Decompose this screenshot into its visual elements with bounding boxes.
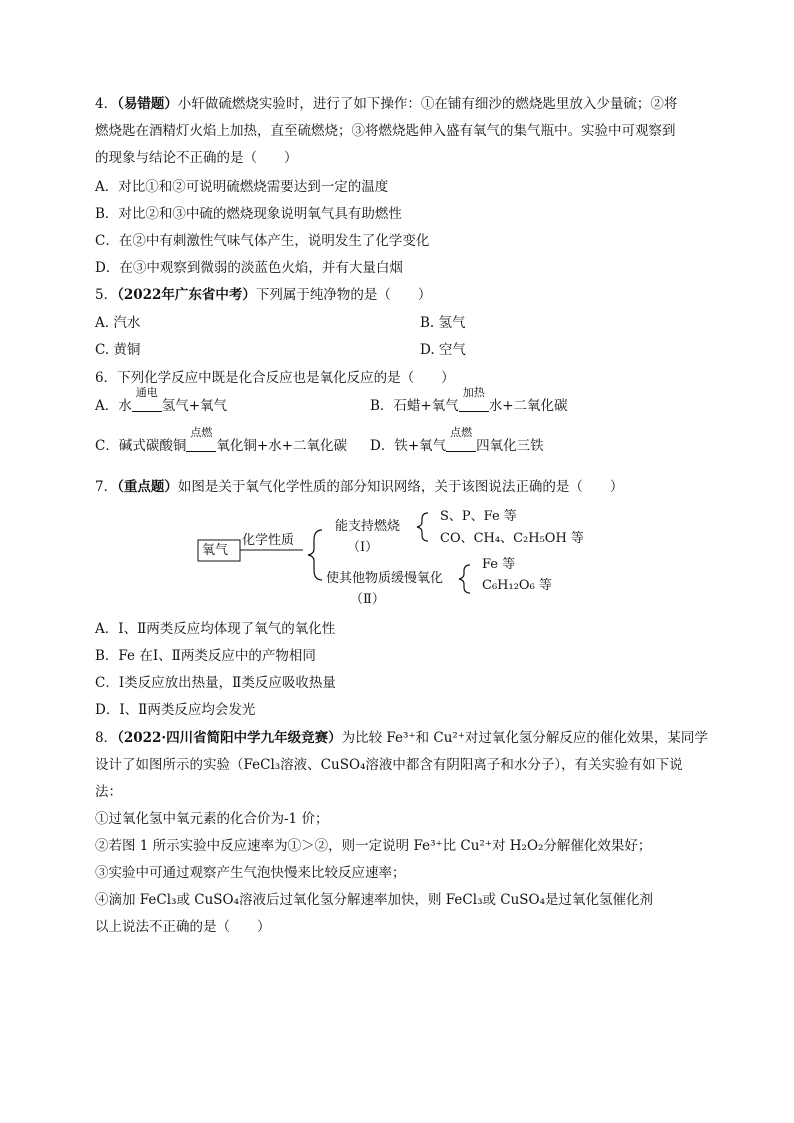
q8-stem: 以上说法不正确的是（ ）	[95, 919, 271, 935]
q5-tag: （2022年广东省中考）	[117, 287, 256, 303]
q7-option-c: C．Ⅰ类反应放出热量，Ⅱ类反应吸收热量	[95, 675, 336, 691]
diagram-branch2: 使其他物质缓慢氧化	[326, 571, 444, 586]
q7-option-d: D．Ⅰ、Ⅱ两类反应均会发光	[95, 702, 256, 718]
q5-number: 5．	[95, 287, 118, 303]
q8-statement-3: ③实验中可通过观察产生气泡快慢来比较反应速率；	[95, 865, 406, 881]
q8-line3: 法：	[95, 784, 122, 800]
q6-option-a	[95, 386, 228, 415]
q6-d-reaction-line	[446, 442, 476, 452]
q7-text: 如图是关于氧气化学性质的部分知识网络，关于该图说法正确的是（ ）	[177, 479, 624, 495]
q4-number: 4．	[95, 96, 118, 112]
q6-b-condition-label: 加热	[462, 386, 485, 399]
q6-b-condition	[459, 386, 489, 415]
q6-stem: 6．下列化学反应中既是化合反应也是氧化反应的是（ ）	[95, 370, 455, 386]
q8-tag: （2022·四川省简阳中学九年级竞赛）	[117, 730, 342, 746]
q6-c-condition-label: 点燃	[190, 426, 213, 439]
q4-line3: 的现象与结论不正确的是（ ）	[95, 150, 298, 166]
q6-option-c	[95, 426, 347, 455]
q8-line2: 设计了如图所示的实验（FeCl₃溶液、CuSO₄溶液中都含有阴阳离子和水分子），有关实验有如下说	[95, 757, 683, 773]
q5-option-d: D. 空气	[420, 342, 466, 358]
diagram-branch1-tag: （Ⅰ）	[347, 540, 379, 555]
q8-number: 8．	[95, 730, 118, 746]
q7-tag: （重点题）	[117, 479, 178, 495]
q4-option-d: D．在③中观察到微弱的淡蓝色火焰，并有大量白烟	[95, 260, 403, 276]
q7-option-b: B．Fe 在Ⅰ、Ⅱ两类反应中的产物相同	[95, 648, 316, 664]
q5-option-b: B. 氢气	[420, 315, 466, 331]
diagram-b2-item1: Fe 等	[482, 557, 516, 572]
q5-text: 下列属于纯净物的是（ ）	[255, 287, 432, 303]
q4-line1	[95, 95, 677, 113]
q4-line2: 燃烧匙在酒精灯火焰上加热，直至硫燃烧；③将燃烧匙伸入盛有氧气的集气瓶中。实验中可观察到	[95, 123, 676, 139]
q6-a-condition-label: 通电	[135, 386, 158, 399]
q4-text1: 小轩做硫燃烧实验时，进行了如下操作：①在铺有细沙的燃烧匙里放入少量硫；②将	[177, 96, 678, 112]
q6-b-reaction-line	[459, 402, 489, 412]
q6-a-reaction-line	[132, 402, 162, 412]
diagram-b1-item2: CO、CH₄、C₂H₅OH 等	[440, 531, 584, 546]
q5-stem	[95, 286, 431, 304]
q6-d-condition	[446, 426, 476, 455]
q6-a-products: 氢气+氧气	[161, 398, 228, 414]
q7-stem	[95, 478, 623, 496]
diagram-root: 氧气	[202, 543, 229, 558]
q7-option-a: A．Ⅰ、Ⅱ两类反应均体现了氧气的氧化性	[95, 621, 336, 637]
main-brace	[308, 530, 322, 580]
diagram-b1-item1: S、P、Fe 等	[440, 509, 517, 524]
q6-c-products: 氧化铜+水+二氧化碳	[216, 438, 347, 454]
q8-statement-2: ②若图 1 所示实验中反应速率为①＞②，则一定说明 Fe³⁺比 Cu²⁺对 H₂O₂分解催化效果好；	[95, 838, 652, 854]
q6-b-reactants: B．石蜡+氧气	[370, 398, 459, 414]
diagram-branch1: 能支持燃烧	[335, 519, 401, 534]
q6-a-reactants: A．水	[95, 398, 132, 414]
q6-a-condition	[132, 386, 162, 415]
q6-option-b	[370, 386, 568, 415]
diagram-branch2-tag: （Ⅱ）	[350, 592, 385, 607]
branch1-brace	[417, 513, 428, 541]
diagram-b2-item2: C₆H₁₂O₆ 等	[482, 578, 552, 593]
q4-option-c: C．在②中有刺激性气味气体产生，说明发生了化学变化	[95, 233, 430, 249]
q5-option-c: C. 黄铜	[95, 342, 141, 358]
q8-line1	[95, 729, 708, 747]
q6-d-condition-label: 点燃	[450, 426, 473, 439]
q6-option-d	[370, 426, 544, 455]
q6-c-reactants: C．碱式碳酸铜	[95, 438, 187, 454]
q6-c-condition	[186, 426, 216, 455]
q8-statement-1: ①过氧化氢中氧元素的化合价为-1 价；	[95, 811, 329, 827]
q4-option-b: B．对比②和③中硫的燃烧现象说明氧气具有助燃性	[95, 206, 402, 222]
branch2-brace	[459, 565, 470, 593]
q4-option-a: A．对比①和②可说明硫燃烧需要达到一定的温度	[95, 179, 389, 195]
q6-d-reactants: D．铁+氧气	[370, 438, 447, 454]
q5-option-a: A. 汽水	[95, 315, 141, 331]
diagram-property: 化学性质	[242, 533, 295, 548]
q8-text1: 为比较 Fe³⁺和 Cu²⁺对过氧化氢分解反应的催化效果，某同学	[341, 730, 708, 746]
q6-b-products: 水+二氧化碳	[488, 398, 568, 414]
q6-d-products: 四氧化三铁	[476, 438, 544, 454]
q4-tag: （易错题）	[117, 96, 178, 112]
q8-statement-4: ④滴加 FeCl₃或 CuSO₄溶液后过氧化氢分解速率加快，则 FeCl₃或 CuSO₄是过氧化氢催化剂	[95, 892, 654, 908]
q6-c-reaction-line	[186, 442, 216, 452]
q7-number: 7．	[95, 479, 118, 495]
